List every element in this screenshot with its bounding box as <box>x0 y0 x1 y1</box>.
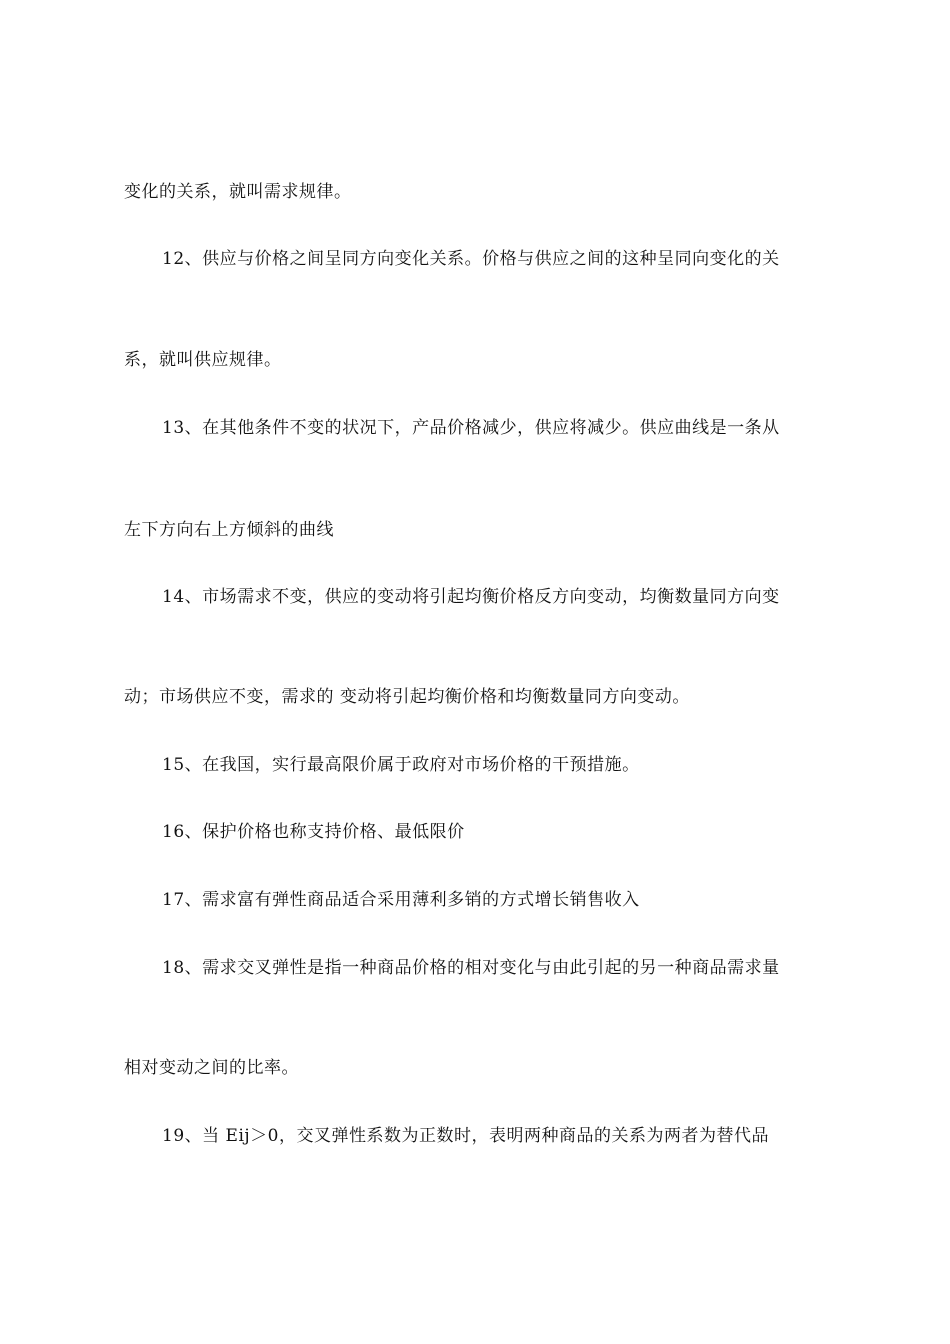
text-line: 系，就叫供应规律。 <box>124 350 282 370</box>
item-19-text: 19、当 Eij＞0，交叉弹性系数为正数时，表明两种商品的关系为两者为替代品 <box>162 1126 769 1146</box>
item-17-text: 17、需求富有弹性商品适合采用薄利多销的方式增长销售收入 <box>162 890 640 910</box>
item-12-text: 12、供应与价格之间呈同方向变化关系。价格与供应之间的这种呈同向变化的关 <box>162 249 780 269</box>
item-14-text: 14、市场需求不变，供应的变动将引起均衡价格反方向变动，均衡数量同方向变 <box>162 587 780 607</box>
text-line: 相对变动之间的比率。 <box>124 1058 299 1078</box>
item-13-text: 13、在其他条件不变的状况下，产品价格减少，供应将减少。供应曲线是一条从 <box>162 418 780 438</box>
item-16-text: 16、保护价格也称支持价格、最低限价 <box>162 822 465 842</box>
text-line: 动；市场供应不变，需求的 变动将引起均衡价格和均衡数量同方向变动。 <box>124 687 690 707</box>
text-line: 左下方向右上方倾斜的曲线 <box>124 520 334 540</box>
item-18-text: 18、需求交叉弹性是指一种商品价格的相对变化与由此引起的另一种商品需求量 <box>162 958 780 978</box>
item-15-text: 15、在我国，实行最高限价属于政府对市场价格的干预措施。 <box>162 755 640 775</box>
text-line: 变化的关系，就叫需求规律。 <box>124 182 352 202</box>
